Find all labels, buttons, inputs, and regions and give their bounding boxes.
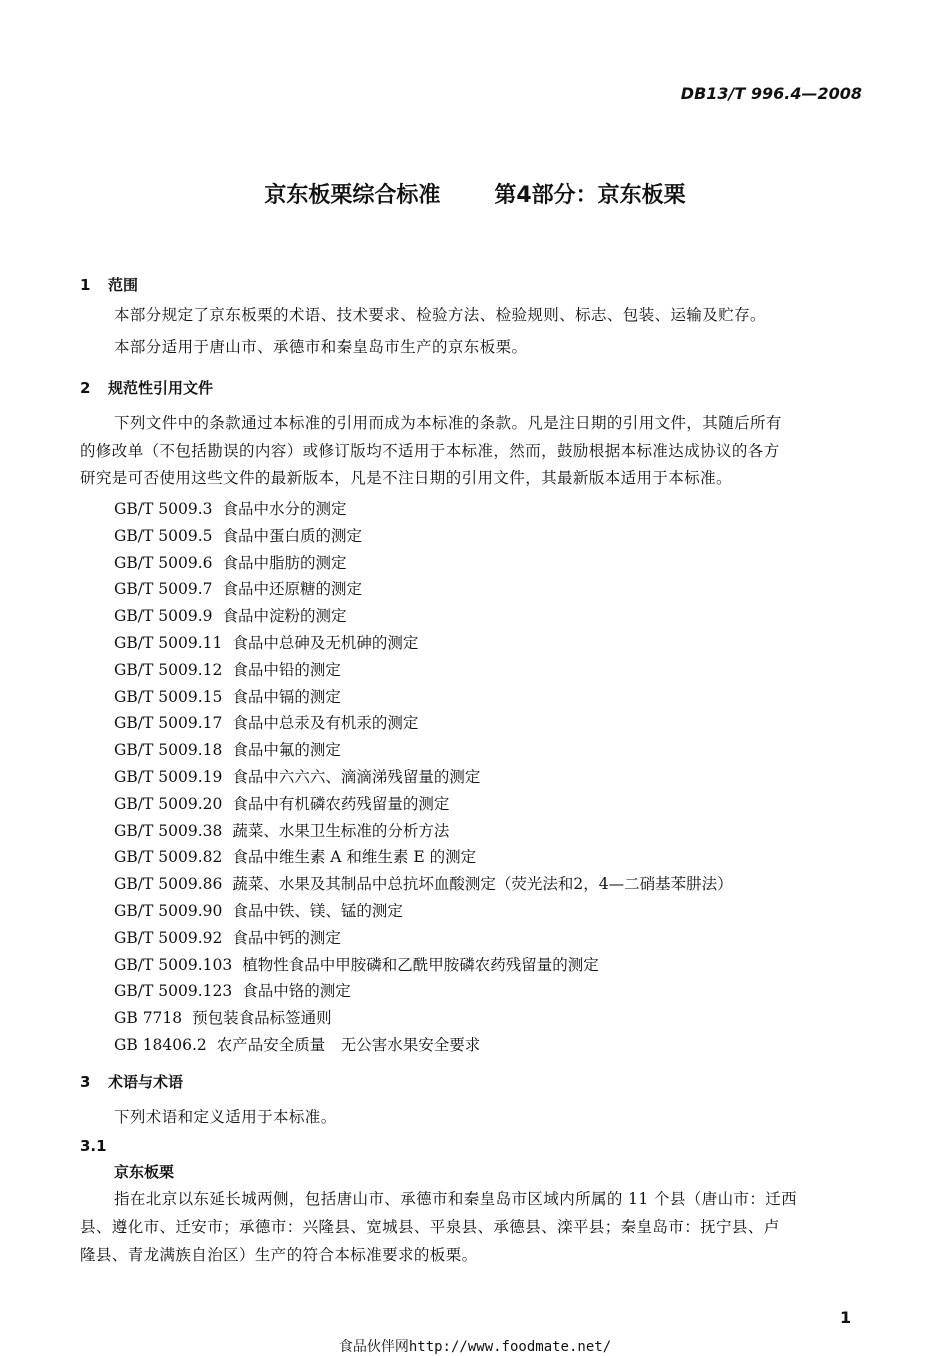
reference-code: GB 18406.2 <box>114 1036 207 1054</box>
reference-code: GB/T 5009.103 <box>114 955 233 974</box>
reference-code: GB/T 5009.9 <box>114 607 213 626</box>
section-2-intro-line-2: 的修改单（不包括勘误的内容）或修订版均不适用于本标准，然而，鼓励根据本标准达成协议的各方 <box>80 442 780 460</box>
reference-item <box>114 1006 332 1028</box>
subsection-3-1-number: 3.1 <box>80 1137 107 1155</box>
reference-code: GB/T 5009.38 <box>114 821 223 840</box>
reference-title: 食品中还原糖的测定 <box>222 580 363 599</box>
title-main: 京东板栗综合标准 <box>264 183 441 208</box>
reference-item <box>114 524 362 546</box>
page-number: 1 <box>840 1308 852 1327</box>
reference-code: GB/T 5009.92 <box>114 928 223 947</box>
section-2-intro-line-3: 研究是可否使用这些文件的最新版本，凡是不注日期的引用文件，其最新版本适用于本标准。 <box>80 469 732 487</box>
reference-item <box>114 551 347 573</box>
reference-code: GB/T 5009.19 <box>114 768 223 786</box>
footer-watermark[interactable]: 食品伙伴网http://www.foodmate.net/ <box>338 1339 612 1355</box>
reference-title: 食品中脂肪的测定 <box>222 553 347 572</box>
reference-code: GB/T 5009.12 <box>114 660 223 679</box>
reference-code: GB/T 5009.20 <box>114 794 223 813</box>
section-2-heading: 2 规范性引用文件 <box>80 379 214 397</box>
reference-title: 农产品安全质量 无公害水果安全要求 <box>216 1036 481 1054</box>
term-definition-line-1: 指在北京以东延长城两侧，包括唐山市、承德市和秦皇岛市区域内所属的 11 个县（唐山市：迁西 <box>114 1190 798 1208</box>
reference-title: 食品中总汞及有机汞的测定 <box>232 714 419 733</box>
reference-code: GB/T 5009.123 <box>114 982 233 1001</box>
section-3-intro: 下列术语和定义适用于本标准。 <box>114 1108 337 1126</box>
reference-item <box>114 1033 480 1055</box>
reference-title: 食品中蛋白质的测定 <box>222 526 363 545</box>
reference-item <box>114 631 418 653</box>
term-name: 京东板栗 <box>114 1163 175 1181</box>
reference-title: 蔬菜、水果及其制品中总抗坏血酸测定（荧光法和2，4—二硝基苯肼法） <box>232 875 733 894</box>
reference-title: 食品中有机磷农药残留量的测定 <box>232 794 450 813</box>
reference-item <box>114 953 599 975</box>
reference-title: 食品中总砷及无机砷的测定 <box>232 634 419 652</box>
reference-code: GB 7718 <box>114 1009 183 1028</box>
section-1-heading: 1 范围 <box>80 276 139 294</box>
reference-code: GB/T 5009.82 <box>114 848 223 867</box>
reference-title: 食品中铬的测定 <box>242 982 351 1001</box>
reference-code: GB/T 5009.17 <box>114 714 223 733</box>
reference-item <box>114 899 403 921</box>
reference-item <box>114 604 347 626</box>
reference-title: 植物性食品中甲胺磷和乙酰甲胺磷农药残留量的测定 <box>242 955 599 974</box>
term-definition-line-3: 隆县、青龙满族自治区）生产的符合本标准要求的板栗。 <box>80 1246 478 1264</box>
reference-code: GB/T 5009.3 <box>114 500 213 518</box>
reference-title: 食品中淀粉的测定 <box>222 607 347 626</box>
reference-item <box>114 792 449 814</box>
reference-title: 食品中氟的测定 <box>232 741 341 760</box>
reference-item <box>114 577 362 599</box>
reference-title: 食品中铅的测定 <box>232 660 341 679</box>
reference-code: GB/T 5009.15 <box>114 687 223 706</box>
reference-item <box>114 497 347 519</box>
reference-item <box>114 926 341 948</box>
document-code: DB13/T 996.4—2008 <box>680 84 862 103</box>
section-1-para-1: 本部分规定了京东板栗的术语、技术要求、检验方法、检验规则、标志、包装、运输及贮存。 <box>114 306 766 324</box>
reference-title: 预包装食品标签通则 <box>192 1009 332 1028</box>
reference-code: GB/T 5009.18 <box>114 741 223 760</box>
reference-code: GB/T 5009.86 <box>114 875 223 894</box>
reference-title: 食品中镉的测定 <box>232 687 341 706</box>
reference-title: 蔬菜、水果卫生标准的分析方法 <box>232 821 450 840</box>
reference-code: GB/T 5009.7 <box>114 580 213 599</box>
reference-item <box>114 845 476 867</box>
reference-item <box>114 711 418 733</box>
reference-title: 食品中钙的测定 <box>232 928 341 947</box>
term-definition-line-2: 县、遵化市、迁安市；承德市：兴隆县、宽城县、平泉县、承德县、滦平县；秦皇岛市：抚宁县、卢 <box>80 1218 780 1236</box>
title-part: 第4部分：京东板栗 <box>494 183 686 208</box>
reference-title: 食品中六六六、滴滴涕残留量的测定 <box>232 768 481 786</box>
reference-item <box>114 819 449 841</box>
reference-item <box>114 658 341 680</box>
section-3-heading: 3 术语与术语 <box>80 1073 184 1091</box>
reference-item <box>114 765 480 787</box>
section-1-para-2: 本部分适用于唐山市、承德市和秦皇岛市生产的京东板栗。 <box>114 338 528 356</box>
reference-code: GB/T 5009.11 <box>114 634 223 652</box>
reference-code: GB/T 5009.5 <box>114 526 213 545</box>
reference-code: GB/T 5009.90 <box>114 902 223 920</box>
section-2-intro-line-1: 下列文件中的条款通过本标准的引用而成为本标准的条款。凡是注日期的引用文件，其随后所有 <box>114 414 782 432</box>
page-title <box>0 178 950 209</box>
reference-item <box>114 979 351 1001</box>
reference-title: 食品中维生素 A 和维生素 E 的测定 <box>232 848 477 867</box>
reference-code: GB/T 5009.6 <box>114 553 213 572</box>
reference-title: 食品中铁、镁、锰的测定 <box>232 902 403 920</box>
reference-item <box>114 738 341 760</box>
reference-item <box>114 685 341 707</box>
reference-title: 食品中水分的测定 <box>222 500 347 518</box>
reference-item <box>114 872 733 894</box>
